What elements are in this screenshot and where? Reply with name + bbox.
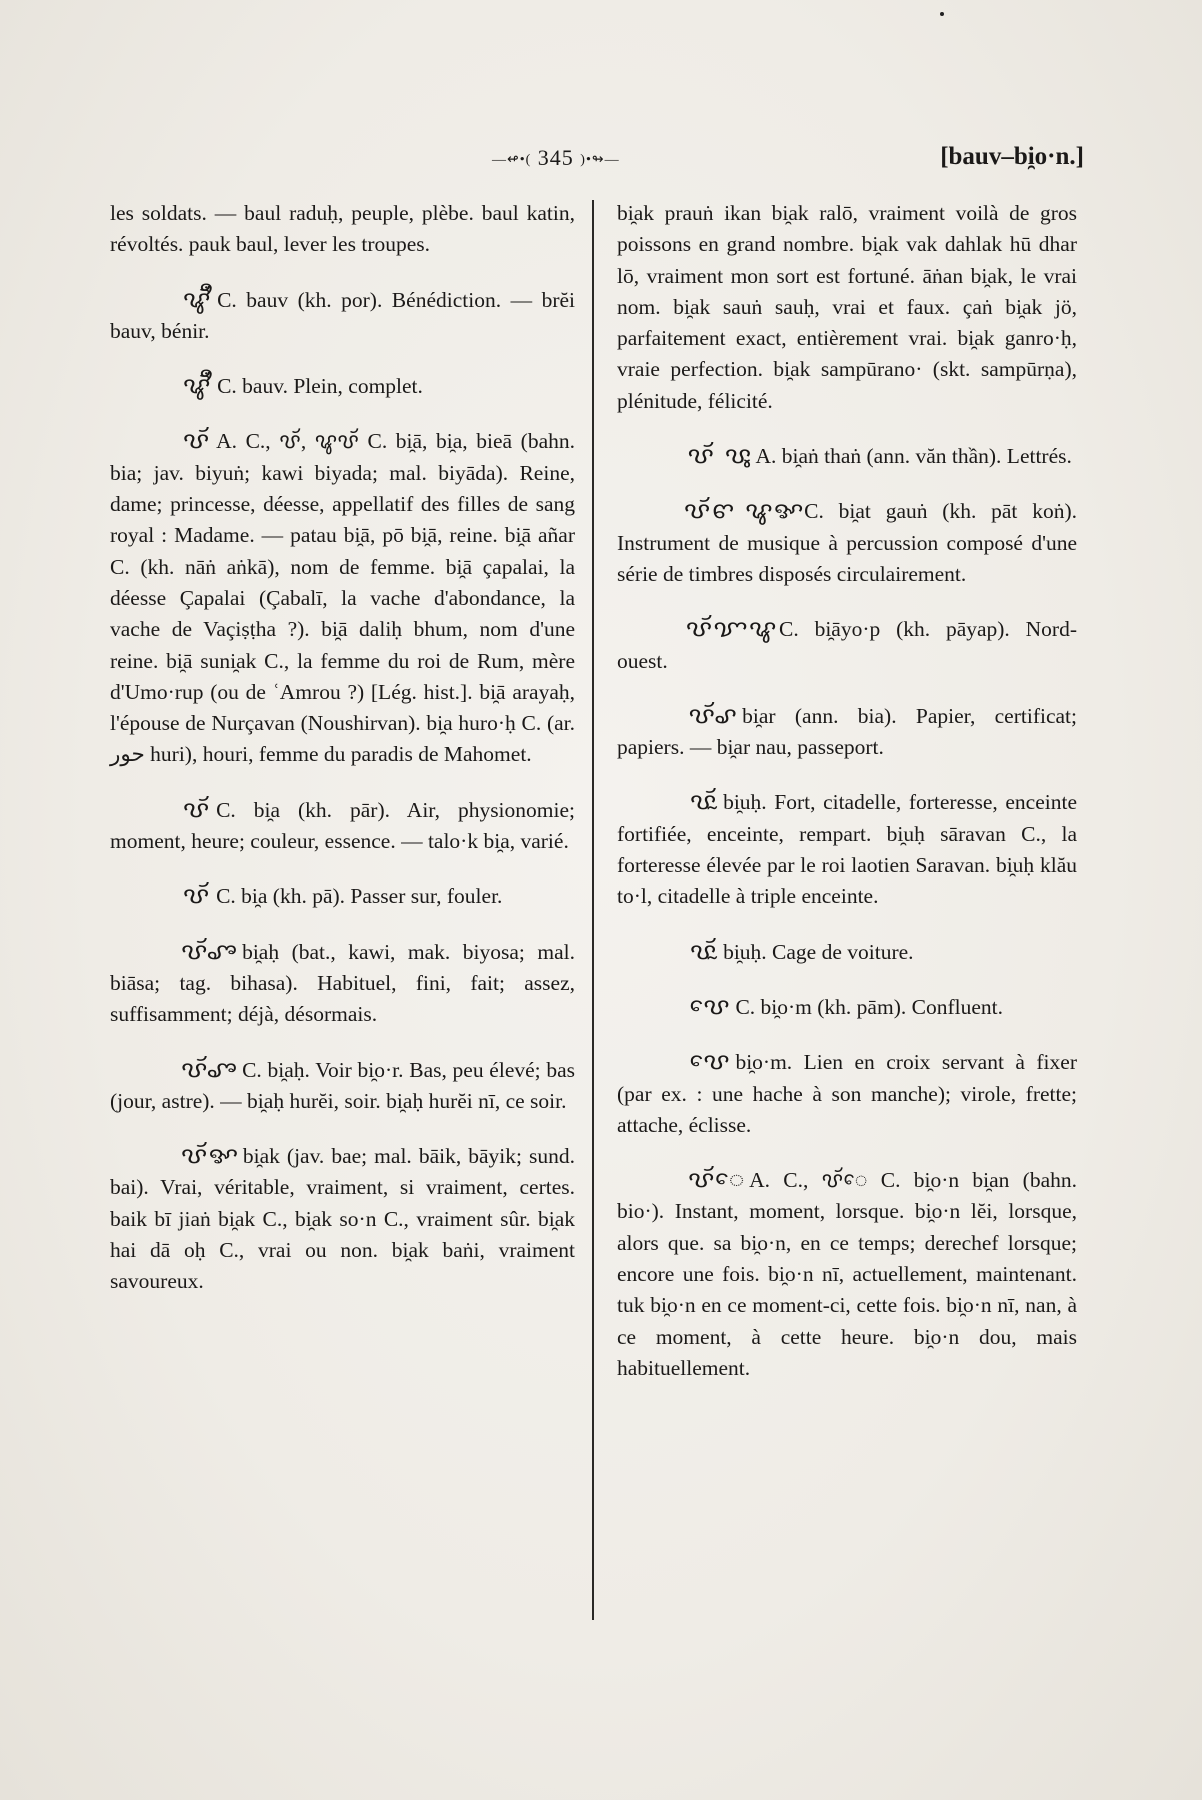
dictionary-entry — [110, 937, 575, 1031]
entry-text — [110, 795, 575, 858]
entry-definition: les soldats. — baul raduḥ, peuple, plèbe. baul katin, révoltés. pauk baul, lever les troupes. — [110, 201, 575, 257]
cham-script-glyph: ꨝꨮꨓ ꨥꨀ — [683, 498, 805, 525]
page-header — [0, 145, 1202, 185]
entry-definition: C. bi̯āyo·p (kh. pāyap). Nord-ouest. — [617, 617, 1077, 673]
page-number — [492, 145, 620, 171]
dictionary-entry — [617, 701, 1077, 764]
dictionary-entry — [110, 1141, 575, 1297]
cham-script-glyph: ꨝꨮ — [182, 796, 211, 823]
entry-definition: C. bauv (kh. por). Bénédiction. — brĕi bauv, bénir. — [110, 287, 575, 343]
cham-script-glyph: ꨥꨮꨫ — [182, 286, 212, 313]
entry-text — [110, 285, 575, 348]
speck — [940, 12, 944, 16]
cham-script-glyph: ꨝꨯ — [688, 993, 731, 1020]
entry-text — [617, 614, 1077, 677]
dictionary-entry — [617, 198, 1077, 417]
cham-script-glyph: ꨝꨮꨨ — [180, 1056, 239, 1083]
entry-definition: C. bi̯a (kh. pā). Passer sur, fouler. — [216, 884, 503, 909]
entry-text — [110, 881, 575, 912]
dictionary-entry — [617, 441, 1077, 472]
cham-script-glyph: ꨝꨮꨭ — [689, 938, 718, 965]
entry-definition: C. bi̯at gauṅ (kh. pāt koṅ). Instrument de musique à percussion composé d'une série de timbres disposés circulairement. — [617, 499, 1077, 586]
dictionary-entry — [617, 614, 1077, 677]
entry-text — [110, 426, 575, 770]
entry-text — [110, 198, 575, 261]
dictionary-entry — [110, 371, 575, 402]
entry-definition: bi̯aḥ (bat., kawi, mak. biyosa; mal. biāsa; tag. bihasa). Habituel, fini, fait; assez, suffisamment; déjà, désormais. — [110, 939, 575, 1027]
right-column — [617, 198, 1077, 1408]
dictionary-entry — [617, 1165, 1077, 1384]
dictionary-entry — [110, 795, 575, 858]
dictionary-entry — [110, 881, 575, 912]
dictionary-entry — [617, 992, 1077, 1023]
entry-text — [617, 441, 1077, 472]
entry-definition: bi̯uḥ. Cage de voiture. — [723, 939, 914, 964]
entry-text — [617, 496, 1077, 590]
cham-script-glyph: ꨝꨮꨯ — [687, 1167, 746, 1194]
entry-definition: C. bauv. Plein, complet. — [217, 374, 423, 399]
entry-text — [617, 937, 1077, 968]
dictionary-entry — [617, 496, 1077, 590]
entry-text — [617, 787, 1077, 912]
entry-text — [617, 1165, 1077, 1384]
entry-text — [617, 198, 1077, 417]
cham-script-glyph: ꨝꨮꨨ — [180, 938, 239, 965]
cham-script-glyph: ꨝꨮꨣ — [688, 702, 739, 729]
entry-text — [110, 1055, 575, 1118]
entry-definition: bi̯ar (ann. bia). Papier, certificat; papiers. — bi̯ar nau, passeport. — [617, 703, 1077, 760]
cham-script-glyph: ꨝꨮ ꨝꨶ — [687, 443, 753, 470]
entry-definition: A. C., ꨝꨮ, ꨥꨝꨮ C. bi̯ā, bi̯a, bieā (bahn. bia; jav. biyuṅ; kawi biyada; mal. biyāda). Reine, dame; princesse, déesse, appellatif des filles de sang royal : Madame. — patau bi̯ā, pō bi̯ā, reine. bi̯ā añar C. (kh. nāṅ aṅkā), nom de femme. bi̯ā çapalai, la déesse Çapalai (Çabalī, la vache d'abondance, la vache de Vaçiṣṭha ?). bi̯ā daliḥ bhum, nom d'une reine. bi̯ā suni̯ak C., la femme du roi de Rum, mère d'Umo·rup (ou de ʿAmrou ?) [Lég. hist.]. bi̯ā arayaḥ, l'épouse de Nurçavan (Noushirvan). bi̯a huro·ḥ C. (ar. حور huri), houri, femme du paradis de Mahomet. — [110, 429, 575, 767]
entry-definition: bi̯o·m. Lien en croix servant à fixer (par ex. : une hache à son manche); virole, frette; attache, éclisse. — [617, 1050, 1077, 1137]
entry-definition: A. C., ꨝꨮꨯ C. bi̯o·n bi̯an (bahn. bio·). Instant, moment, lorsque. bi̯o·n lĕi, lorsque, alors que. sa bi̯o·n, en ce temps; derechef lorsque; encore une fois. bi̯o·n nī, actuellement, maintenant. tuk bi̯o·n en ce moment-ci, cette fois. bi̯o·n nī, nan, à ce moment, à cette heure. bi̯o·n dou, mais habituellement. — [617, 1168, 1077, 1380]
dictionary-entry — [617, 787, 1077, 912]
entry-definition: bi̯ak (jav. bae; mal. bāik, bāyik; sund. bai). Vrai, véritable, vraiment, si vraiment, certes. baik bī jiaṅ bi̯ak C., bi̯ak so·n C., vraiment sûr. bi̯ak hai dā oḥ C., vrai ou non. bi̯ak baṅi, vraiment savoureux. — [110, 1144, 575, 1294]
running-head: [bauv–bi̯o·n.] — [940, 143, 1084, 170]
dictionary-entry — [110, 1055, 575, 1118]
dictionary-entry — [110, 285, 575, 348]
cham-script-glyph: ꨝꨮ — [182, 883, 211, 910]
entry-text — [110, 937, 575, 1031]
dictionary-entry — [617, 1047, 1077, 1141]
entry-definition: A. bi̯aṅ thaṅ (ann. văn thần). Lettrés. — [755, 444, 1072, 469]
column-rule — [592, 200, 594, 1620]
ornament-left: —↫•( — [492, 152, 532, 168]
dictionary-entry — [110, 426, 575, 770]
entry-definition: C. bi̯aḥ. Voir bi̯o·r. Bas, peu élevé; bas (jour, astre). — bi̯aḥ hurĕi, soir. bi̯aḥ hurĕi nī, ce soir. — [110, 1057, 575, 1113]
entry-text — [617, 1047, 1077, 1141]
page-number-value: 345 — [537, 145, 574, 170]
ornament-right: )•↬— — [580, 152, 620, 168]
entry-text — [617, 992, 1077, 1023]
entry-definition: bi̯ak prauṅ ikan bi̯ak ralō, vraiment voilà de gros poissons en grand nombre. bi̯ak vak dahlak hū dhar lō, vraiment mon sort est fortuné. āṅan bi̯ak, le vrai nom. bi̯ak sauṅ sauḥ, vrai et faux. çaṅ bi̯ak jö, parfaitement exact, entièrement vrai. bi̯ak ganro·ḥ, vraie perfection. bi̯ak sampūrano· (skt. sampūrṇa), plénitude, félicité. — [617, 201, 1077, 413]
dictionary-entry — [617, 937, 1077, 968]
cham-script-glyph: ꨥꨮꨫ — [182, 373, 212, 400]
cham-script-glyph: ꨝꨮꨀ — [180, 1143, 240, 1170]
cham-script-glyph: ꨝꨯ — [688, 1049, 731, 1076]
entry-definition: bi̯uḥ. Fort, citadelle, forteresse, enceinte fortifiée, enceinte, rempart. bi̯uḥ sāravan C., la forteresse élevée par le roi laotien Saravan. bi̯uḥ klău to·l, citadelle à triple enceinte. — [617, 790, 1077, 909]
entry-text — [110, 1141, 575, 1297]
entry-text — [617, 701, 1077, 764]
left-column — [110, 198, 575, 1322]
entry-definition: C. bi̯o·m (kh. pām). Confluent. — [735, 994, 1003, 1019]
cham-script-glyph: ꨝꨮꨭ — [689, 789, 718, 816]
dictionary-entry — [110, 198, 575, 261]
entry-definition: C. bi̯a (kh. pār). Air, physionomie; moment, heure; couleur, essence. — talo·k bi̯a, varié. — [110, 797, 575, 854]
cham-script-glyph: ꨝꨮꨢꨥ — [685, 616, 778, 643]
cham-script-glyph: ꨝꨮ — [182, 428, 211, 455]
entry-text — [110, 371, 575, 402]
